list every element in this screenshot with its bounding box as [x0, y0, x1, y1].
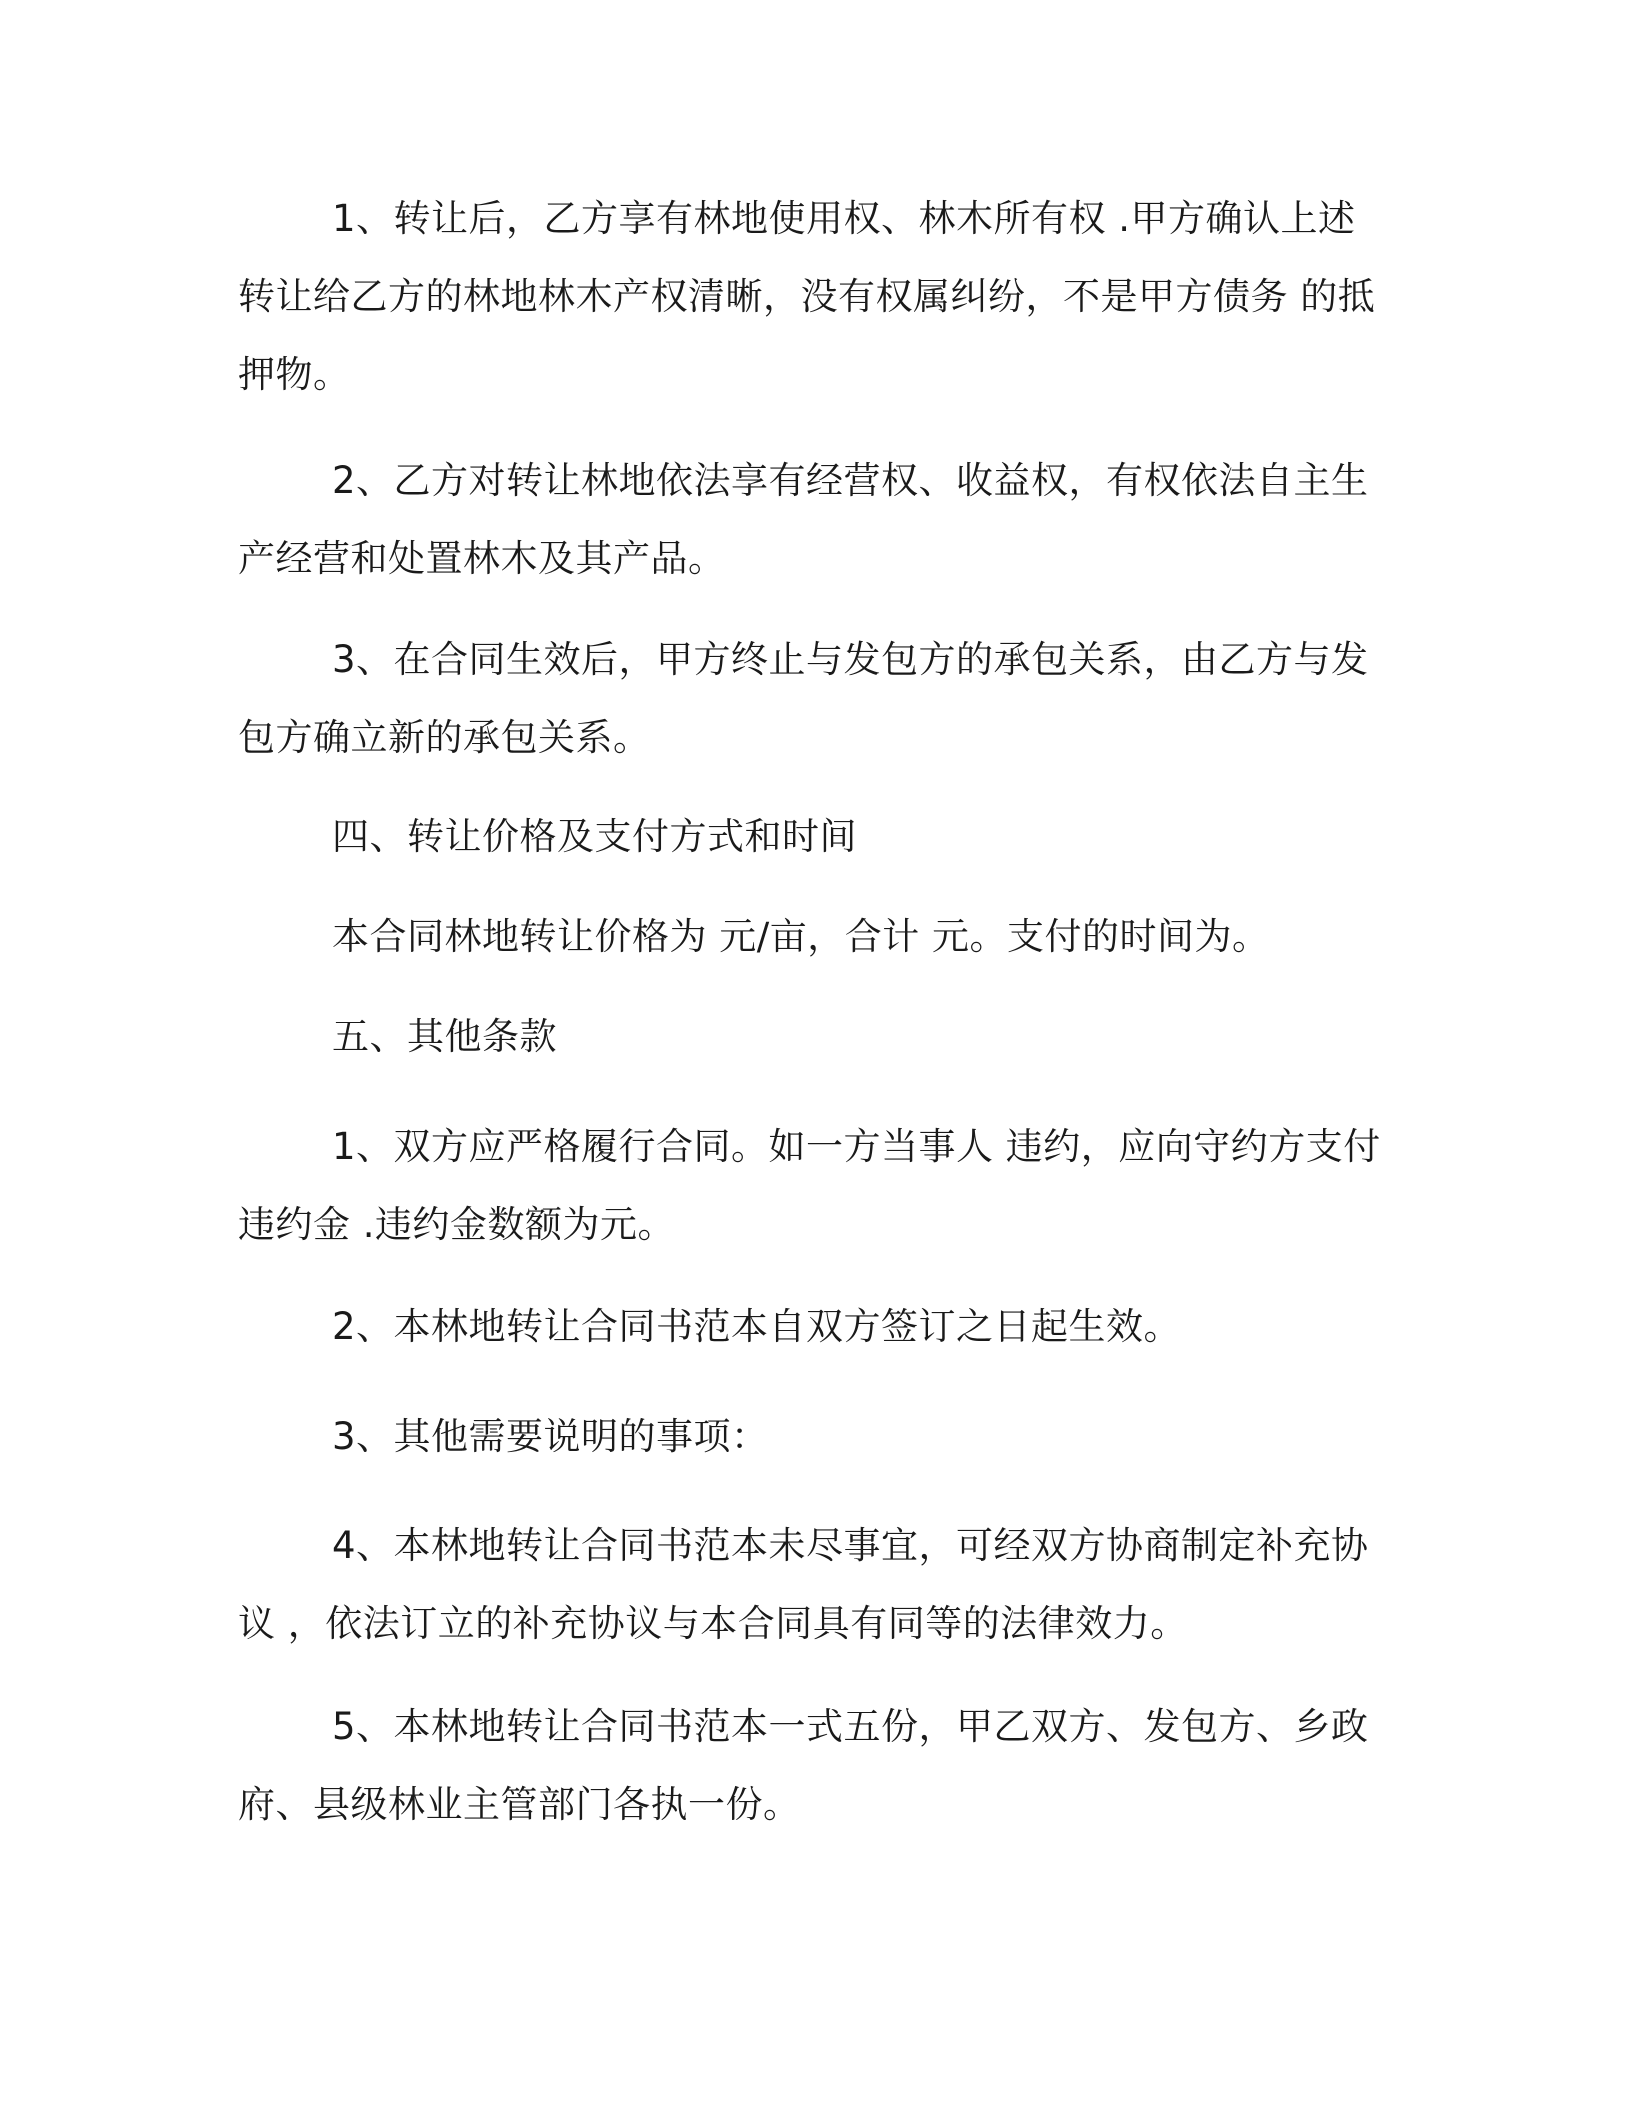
clause-breach: 1、双方应严格履行合同。如一方当事人 违约，应向守约方支付违约金 .违约金数额为元。	[238, 1125, 1381, 1246]
section-heading-price: 四、转让价格及支付方式和时间	[332, 815, 857, 858]
section-heading-other: 五、其他条款	[332, 1015, 557, 1058]
clause-copies: 5、本林地转让合同书范本一式五份，甲乙双方、发包方、乡政府、县级林业主管部门各执一份。	[238, 1705, 1369, 1826]
clause-contract-relationship: 3、在合同生效后，甲方终止与发包方的承包关系，由乙方与发包方确立新的承包关系。	[238, 638, 1369, 759]
clause-operation-rights: 2、乙方对转让林地依法享有经营权、收益权，有权依法自主生产经营和处置林木及其产品。	[238, 459, 1369, 580]
clause-other-matters: 3、其他需要说明的事项：	[332, 1415, 769, 1458]
clause-transfer-rights: 1、转让后，乙方享有林地使用权、林木所有权 .甲方确认上述转让给乙方的林地林木产权清晰，没有权属纠纷，不是甲方债务 的抵押物。	[238, 197, 1376, 396]
clause-price: 本合同林地转让价格为 元/亩，合计 元。支付的时间为。	[332, 915, 1270, 958]
clause-effective: 2、本林地转让合同书范本自双方签订之日起生效。	[332, 1305, 1182, 1348]
clause-supplementary: 4、本林地转让合同书范本未尽事宜，可经双方协商制定补充协议 ，依法订立的补充协议与本合同具有同等的法律效力。	[238, 1524, 1369, 1645]
